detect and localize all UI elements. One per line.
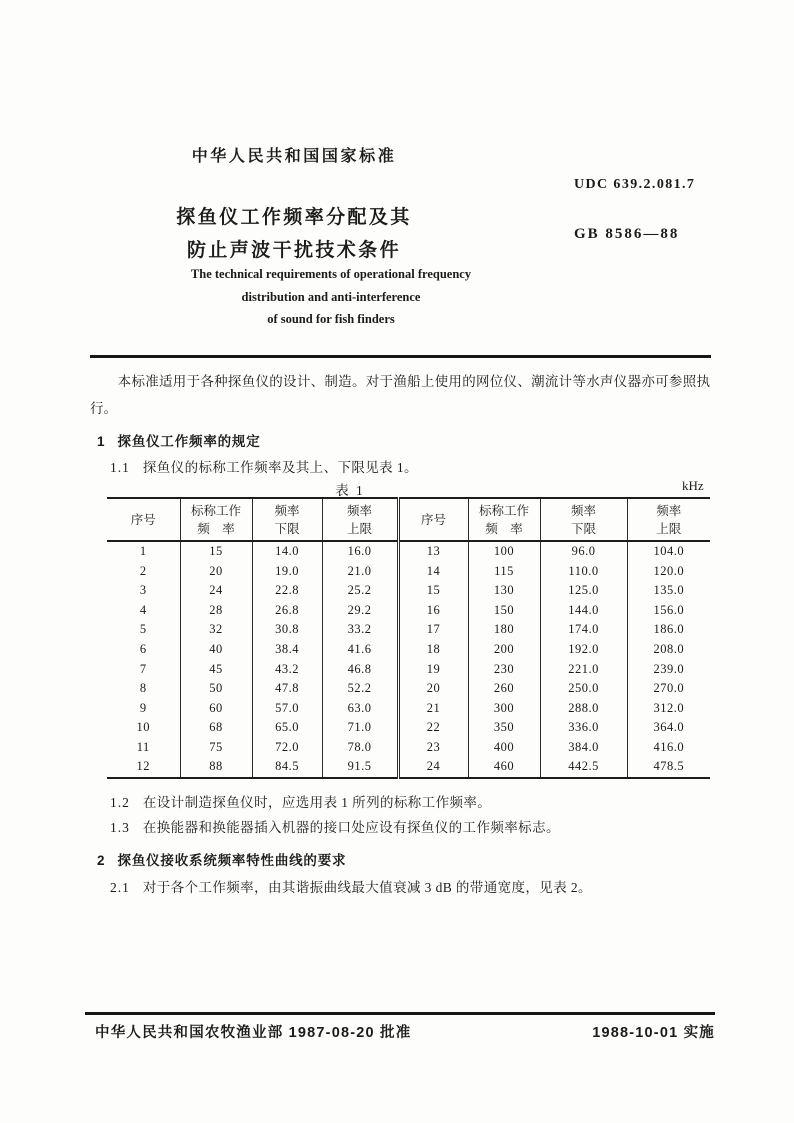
table1: [107, 497, 710, 779]
table-cell: 13: [398, 541, 468, 562]
table-cell: 63.0: [322, 698, 398, 718]
table-cell: 250.0: [540, 679, 627, 699]
clause-1-3: [110, 816, 710, 836]
table-row: [107, 640, 710, 660]
col-header-nominal-right-bottom: 频 率: [485, 521, 523, 536]
col-header-lower-left-top: 频率: [274, 503, 300, 518]
table-cell: 9: [139, 700, 147, 715]
table1-header: [107, 498, 710, 541]
table-cell: 38.4: [252, 640, 322, 660]
table-cell: 460: [468, 757, 540, 778]
clause-1-2: [110, 791, 710, 811]
table-cell: 239.0: [627, 659, 710, 679]
col-header-nominal-right-top: 标称工作: [478, 503, 529, 518]
table-cell: 21.0: [322, 562, 398, 582]
footer: [95, 1021, 715, 1042]
table-cell: 41.6: [322, 640, 398, 660]
table-cell: 22.8: [252, 581, 322, 601]
table-cell: 478.5: [627, 757, 710, 778]
table-cell: 180: [468, 620, 540, 640]
table-cell: 6: [139, 642, 147, 656]
table-cell: 1: [139, 544, 147, 559]
table-cell: 52.2: [322, 679, 398, 699]
table-cell: 43.2: [252, 659, 322, 679]
table-row: [107, 581, 710, 601]
table-cell: 208.0: [627, 640, 710, 660]
standard-code: GB 8586—88: [574, 226, 680, 242]
table-cell: 20: [180, 562, 252, 582]
table-cell: 3: [139, 583, 147, 598]
section-2-number: 2: [97, 853, 105, 868]
col-header-upper-left-bottom: 上限: [346, 521, 372, 536]
table-cell: 110.0: [540, 562, 627, 582]
col-header-seq-left: 序号: [107, 498, 180, 541]
table-cell: 18: [398, 640, 468, 660]
col-header-nominal-left-top: 标称工作: [190, 503, 241, 518]
table-cell: 416.0: [627, 737, 710, 757]
col-header-upper-left: [322, 498, 398, 541]
table-cell: 68: [180, 718, 252, 738]
clause-1-2-number: 1.2: [110, 795, 130, 810]
document-title-en-line1: The technical requirements of operational frequency: [190, 267, 472, 281]
table1-unit-label: kHz: [682, 478, 704, 493]
table1-caption: 表 1: [335, 483, 365, 498]
table-cell: 221.0: [540, 659, 627, 679]
table-cell: 144.0: [540, 601, 627, 621]
col-header-lower-left-bottom: 下限: [274, 521, 300, 536]
table-cell: 16.0: [322, 541, 398, 562]
table-cell: 22: [398, 718, 468, 738]
table-cell: 28: [180, 601, 252, 621]
col-header-lower-left: [252, 498, 322, 541]
table-cell: 45: [180, 659, 252, 679]
section-1-heading: [97, 430, 261, 450]
col-header-lower-right-top: 频率: [570, 503, 596, 518]
table-cell: 24: [398, 757, 468, 778]
table-cell: 2: [139, 563, 147, 578]
table-cell: 78.0: [322, 737, 398, 757]
table-cell: 10: [136, 720, 150, 735]
table-cell: 120.0: [627, 562, 710, 582]
col-header-upper-right-top: 频率: [656, 503, 682, 518]
document-title-en-line3: of sound for fish finders: [267, 312, 395, 326]
table-cell: 104.0: [627, 541, 710, 562]
table-cell: 57.0: [252, 698, 322, 718]
table-row: [107, 541, 710, 562]
table-cell: 312.0: [627, 698, 710, 718]
clause-1-1: [110, 456, 710, 476]
table-cell: 125.0: [540, 581, 627, 601]
document-title-cn: [90, 201, 498, 267]
table-cell: 24: [180, 581, 252, 601]
implementation-note: 1988-10-01 实施: [592, 1025, 715, 1041]
table-cell: 19.0: [252, 562, 322, 582]
table-cell: 19: [398, 659, 468, 679]
table-cell: 130: [468, 581, 540, 601]
header-divider-rule: [90, 355, 711, 358]
table1-header-row: [107, 498, 710, 541]
table-cell: 115: [468, 562, 540, 582]
table-cell: 25.2: [322, 581, 398, 601]
col-header-nominal-right: [468, 498, 540, 541]
table1-body: [107, 541, 710, 778]
footer-divider-rule: [85, 1012, 715, 1015]
section-1-title: 探鱼仪工作频率的规定: [117, 434, 261, 449]
clause-2-1-text: 对于各个工作频率，由其谐振曲线最大值衰减 3 dB 的带通宽度，见表 2。: [142, 880, 592, 895]
table-cell: 88: [180, 757, 252, 778]
section-2-heading: [97, 849, 346, 869]
table-cell: 91.5: [322, 757, 398, 778]
table-cell: 40: [180, 640, 252, 660]
table-cell: 47.8: [252, 679, 322, 699]
table-cell: 26.8: [252, 601, 322, 621]
table-cell: 72.0: [252, 737, 322, 757]
clause-2-1: [110, 876, 710, 896]
table-cell: 11: [136, 739, 150, 754]
col-header-upper-right: [627, 498, 710, 541]
table-cell: 15: [398, 581, 468, 601]
clause-1-2-text: 在设计制造探鱼仪时，应选用表 1 所列的标称工作频率。: [142, 795, 492, 810]
table-cell: 4: [139, 602, 147, 617]
table-row: [107, 757, 710, 778]
table-row: [107, 601, 710, 621]
col-header-seq-right: 序号: [398, 498, 468, 541]
col-header-lower-right: [540, 498, 627, 541]
table-cell: 270.0: [627, 679, 710, 699]
table-cell: 84.5: [252, 757, 322, 778]
table-row: [107, 679, 710, 699]
table-cell: 12: [136, 759, 150, 774]
table-cell: 33.2: [322, 620, 398, 640]
table-cell: 7: [139, 661, 147, 676]
table-cell: 156.0: [627, 601, 710, 621]
clause-1-1-text: 探鱼仪的标称工作频率及其上、下限见表 1。: [142, 460, 418, 475]
table-cell: 150: [468, 601, 540, 621]
table-row: [107, 659, 710, 679]
table-cell: 14.0: [252, 541, 322, 562]
table-cell: 174.0: [540, 620, 627, 640]
table-row: [107, 562, 710, 582]
table-cell: 17: [398, 620, 468, 640]
table-cell: 21: [398, 698, 468, 718]
table-cell: 14: [398, 562, 468, 582]
table-cell: 260: [468, 679, 540, 699]
table-cell: 75: [180, 737, 252, 757]
table-cell: 100: [468, 541, 540, 562]
col-header-lower-right-bottom: 下限: [570, 521, 596, 536]
col-header-upper-left-top: 频率: [346, 503, 372, 518]
table-cell: 350: [468, 718, 540, 738]
table-cell: 135.0: [627, 581, 710, 601]
table-cell: 5: [139, 622, 147, 637]
table-cell: 50: [180, 679, 252, 699]
standard-body-label: 中华人民共和国国家标准: [191, 148, 397, 165]
table-cell: 96.0: [540, 541, 627, 562]
document-title-cn-line2: 防止声波干扰技术条件: [186, 240, 401, 261]
table-cell: 336.0: [540, 718, 627, 738]
udc-number: UDC 639.2.081.7: [574, 177, 696, 192]
clause-1-1-number: 1.1: [110, 460, 130, 475]
table-cell: 65.0: [252, 718, 322, 738]
table-row: [107, 737, 710, 757]
table-cell: 23: [398, 737, 468, 757]
table-cell: 46.8: [322, 659, 398, 679]
table-row: [107, 718, 710, 738]
clause-1-3-text: 在换能器和换能器插入机器的接口处应设有探鱼仪的工作频率标志。: [142, 820, 560, 835]
col-header-upper-right-bottom: 上限: [656, 521, 682, 536]
table-cell: 400: [468, 737, 540, 757]
section-2-title: 探鱼仪接收系统频率特性曲线的要求: [117, 853, 347, 868]
table-cell: 192.0: [540, 640, 627, 660]
table-cell: 364.0: [627, 718, 710, 738]
table-cell: 30.8: [252, 620, 322, 640]
table-cell: 200: [468, 640, 540, 660]
table-cell: 29.2: [322, 601, 398, 621]
table-cell: 230: [468, 659, 540, 679]
col-header-nominal-left-bottom: 频 率: [197, 521, 235, 536]
table-cell: 60: [180, 698, 252, 718]
table-cell: 186.0: [627, 620, 710, 640]
table-cell: 442.5: [540, 757, 627, 778]
approval-note: 中华人民共和国农牧渔业部 1987-08-20 批准: [95, 1025, 412, 1041]
table-row: [107, 620, 710, 640]
document-title-cn-line1: 探鱼仪工作频率分配及其: [176, 207, 412, 228]
clause-2-1-number: 2.1: [110, 880, 130, 895]
table-cell: 71.0: [322, 718, 398, 738]
document-title-en: [90, 263, 572, 331]
table-cell: 288.0: [540, 698, 627, 718]
table-cell: 32: [180, 620, 252, 640]
clause-1-3-number: 1.3: [110, 820, 130, 835]
table-cell: 16: [398, 601, 468, 621]
document-title-en-line2: distribution and anti-interference: [241, 289, 421, 304]
scope-paragraph: 本标准适用于各种探鱼仪的设计、制造。对于渔船上使用的网位仪、潮流计等水声仪器亦可参照执行。: [90, 374, 710, 416]
section-1-number: 1: [97, 434, 105, 449]
table-cell: 8: [139, 681, 147, 696]
table-cell: 15: [180, 541, 252, 562]
table-cell: 20: [398, 679, 468, 699]
table-cell: 384.0: [540, 737, 627, 757]
table-cell: 300: [468, 698, 540, 718]
col-header-nominal-left: [180, 498, 252, 541]
table-row: [107, 698, 710, 718]
